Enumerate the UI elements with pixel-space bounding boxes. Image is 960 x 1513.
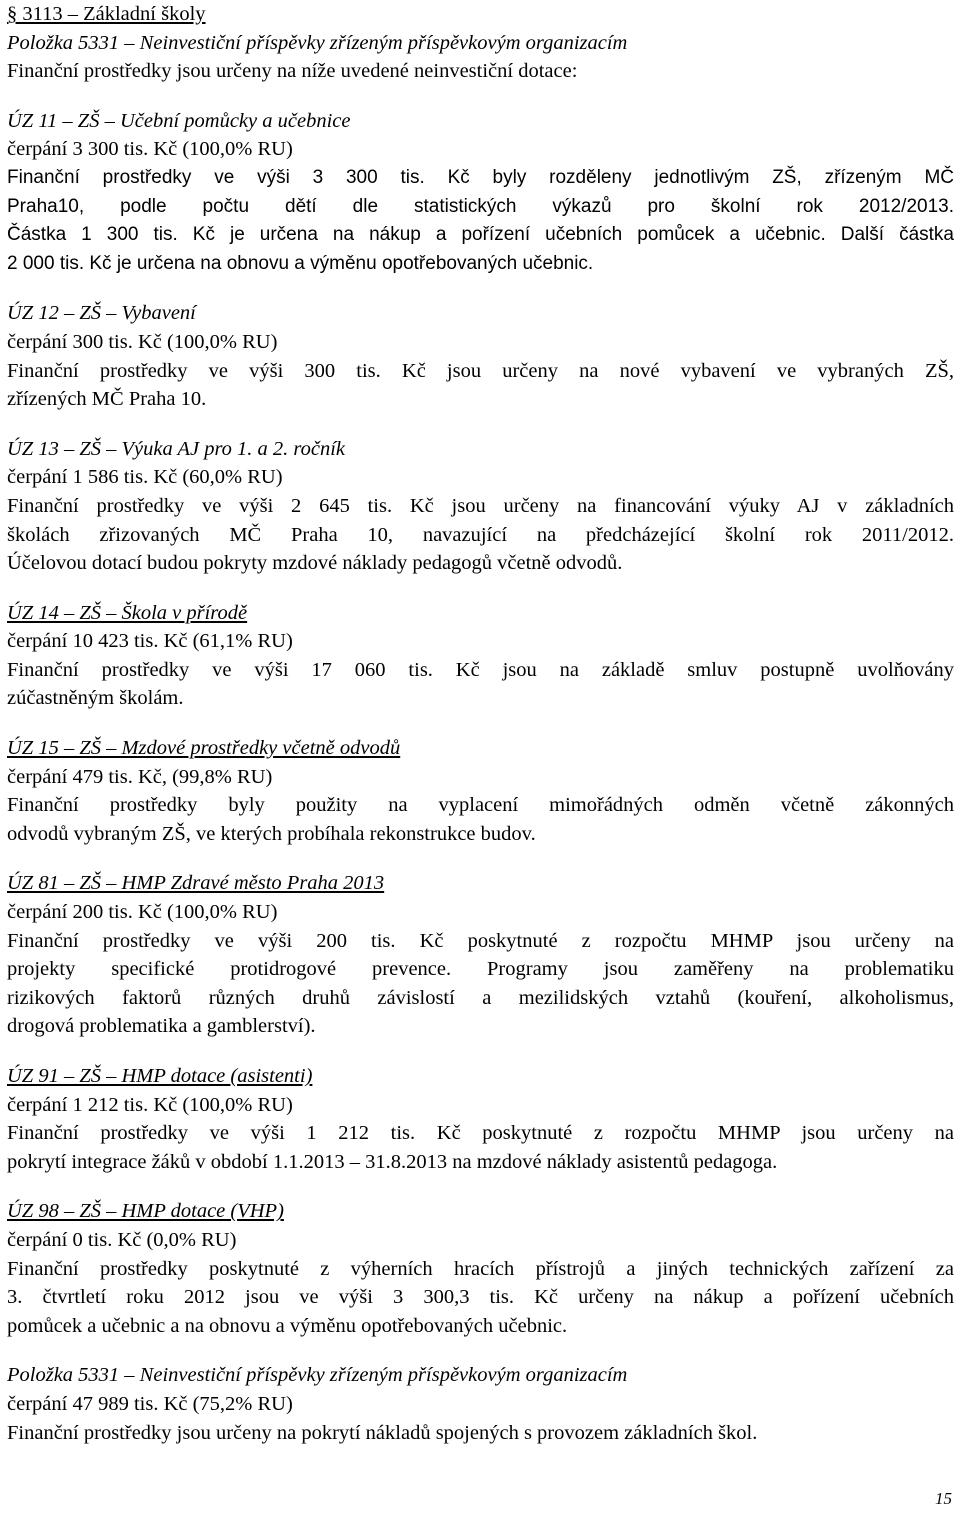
document-page bbox=[7, 0, 954, 1447]
footer-item-title: Položka 5331 – Neinvestiční příspěvky zřízeným příspěvkovým organizacím bbox=[7, 1364, 628, 1387]
block-heading: ÚZ 14 – ZŠ – Škola v přírodě bbox=[7, 601, 248, 624]
page-number: 15 bbox=[935, 1489, 952, 1508]
block-heading: ÚZ 91 – ZŠ – HMP dotace (asistenti) bbox=[7, 1065, 313, 1087]
block-text-line: Částka 1 300 tis. Kč je určena na nákup a pořízení učebních pomůcek a učebnic. Další částka bbox=[7, 224, 954, 246]
block-text-line: Finanční prostředky ve výši 300 tis. Kč jsou určeny na nové vybavení ve vybraných ZŠ, bbox=[7, 359, 954, 382]
block-heading: ÚZ 12 – ZŠ – Vybavení bbox=[7, 302, 196, 325]
item-title: Položka 5331 – Neinvestiční příspěvky zřízeným příspěvkovým organizacím bbox=[7, 31, 628, 54]
block-text-line: odvodů vybraným ZŠ, ve kterých probíhala rekonstrukce budov. bbox=[7, 822, 536, 845]
block-drawdown: čerpání 479 tis. Kč, (99,8% RU) bbox=[7, 765, 273, 788]
block-text-line: školách zřizovaných MČ Praha 10, navazující na předcházející školní rok 2011/2012. bbox=[7, 523, 954, 546]
block-text-line: drogová problematika a gamblerství). bbox=[7, 1015, 316, 1038]
block-drawdown: čerpání 0 tis. Kč (0,0% RU) bbox=[7, 1228, 237, 1251]
block-text-line: Účelovou dotací budou pokryty mzdové náklady pedagogů včetně odvodů. bbox=[7, 552, 623, 575]
block-heading: ÚZ 81 – ZŠ – HMP Zdravé město Praha 2013 bbox=[7, 872, 385, 895]
block-text-line: zřízených MČ Praha 10. bbox=[7, 388, 207, 411]
block-heading: ÚZ 11 – ZŠ – Učební pomůcky a učebnice bbox=[7, 109, 351, 132]
budget-blocks bbox=[7, 86, 954, 1341]
block-text-line: Finanční prostředky ve výši 3 300 tis. Kč byly rozděleny jednotlivým ZŠ, zřízeným MČ bbox=[7, 166, 954, 188]
block-text-line: rizikových faktorů různých druhů závislostí a mezilidských vztahů (kouření, alkoholismus, bbox=[7, 986, 954, 1009]
block-text-line: projekty specifické protidrogové prevence. Programy jsou zaměřeny na problematiku bbox=[7, 958, 954, 981]
block-text-line: Praha10, podle počtu dětí dle statistických výkazů pro školní rok 2012/2013. bbox=[7, 195, 954, 217]
block-heading: ÚZ 98 – ZŠ – HMP dotace (VHP) bbox=[7, 1200, 284, 1223]
block-heading: ÚZ 13 – ZŠ – Výuka AJ pro 1. a 2. ročník bbox=[7, 437, 346, 460]
section-title: § 3113 – Základní školy bbox=[7, 3, 206, 25]
block-drawdown: čerpání 1 212 tis. Kč (100,0% RU) bbox=[7, 1093, 293, 1116]
block-text-line: 2 000 tis. Kč je určena na obnovu a výměnu opotřebovaných učebnic. bbox=[7, 252, 594, 274]
intro-text: Finanční prostředky jsou určeny na níže uvedené neinvestiční dotace: bbox=[7, 60, 578, 83]
footer-item-text: Finanční prostředky jsou určeny na pokrytí nákladů spojených s provozem základních škol. bbox=[7, 1421, 758, 1444]
block-text-line: Finanční prostředky ve výši 2 645 tis. Kč jsou určeny na financování výuky AJ v základních bbox=[7, 494, 954, 517]
block-text-line: Finanční prostředky poskytnuté z výherních hracích přístrojů a jiných technických zařízení za bbox=[7, 1257, 954, 1280]
block-text-line: pomůcek a učebnic a na obnovu a výměnu opotřebovaných učebnic. bbox=[7, 1314, 568, 1337]
footer-item-drawdown: čerpání 47 989 tis. Kč (75,2% RU) bbox=[7, 1392, 293, 1415]
block-drawdown: čerpání 1 586 tis. Kč (60,0% RU) bbox=[7, 466, 283, 489]
block-heading: ÚZ 15 – ZŠ – Mzdové prostředky včetně odvodů bbox=[7, 737, 401, 760]
block-drawdown: čerpání 200 tis. Kč (100,0% RU) bbox=[7, 901, 278, 924]
block-drawdown: čerpání 300 tis. Kč (100,0% RU) bbox=[7, 330, 278, 353]
block-text-line: pokrytí integrace žáků v období 1.1.2013 – 31.8.2013 na mzdové náklady asistentů pedagoga. bbox=[7, 1150, 778, 1173]
block-drawdown: čerpání 3 300 tis. Kč (100,0% RU) bbox=[7, 138, 293, 161]
block-text-line: Finanční prostředky ve výši 1 212 tis. Kč poskytnuté z rozpočtu MHMP jsou určeny na bbox=[7, 1122, 954, 1145]
block-drawdown: čerpání 10 423 tis. Kč (61,1% RU) bbox=[7, 630, 293, 653]
block-text-line: Finanční prostředky ve výši 200 tis. Kč poskytnuté z rozpočtu MHMP jsou určeny na bbox=[7, 929, 954, 952]
block-text-line: Finanční prostředky byly použity na vyplacení mimořádných odměn včetně zákonných bbox=[7, 794, 954, 817]
block-text-line: zúčastněným školám. bbox=[7, 687, 184, 710]
block-text-line: Finanční prostředky ve výši 17 060 tis. Kč jsou na základě smluv postupně uvolňovány bbox=[7, 658, 954, 681]
block-text-line: 3. čtvrtletí roku 2012 jsou ve výši 3 300,3 tis. Kč určeny na nákup a pořízení učebních bbox=[7, 1286, 954, 1309]
